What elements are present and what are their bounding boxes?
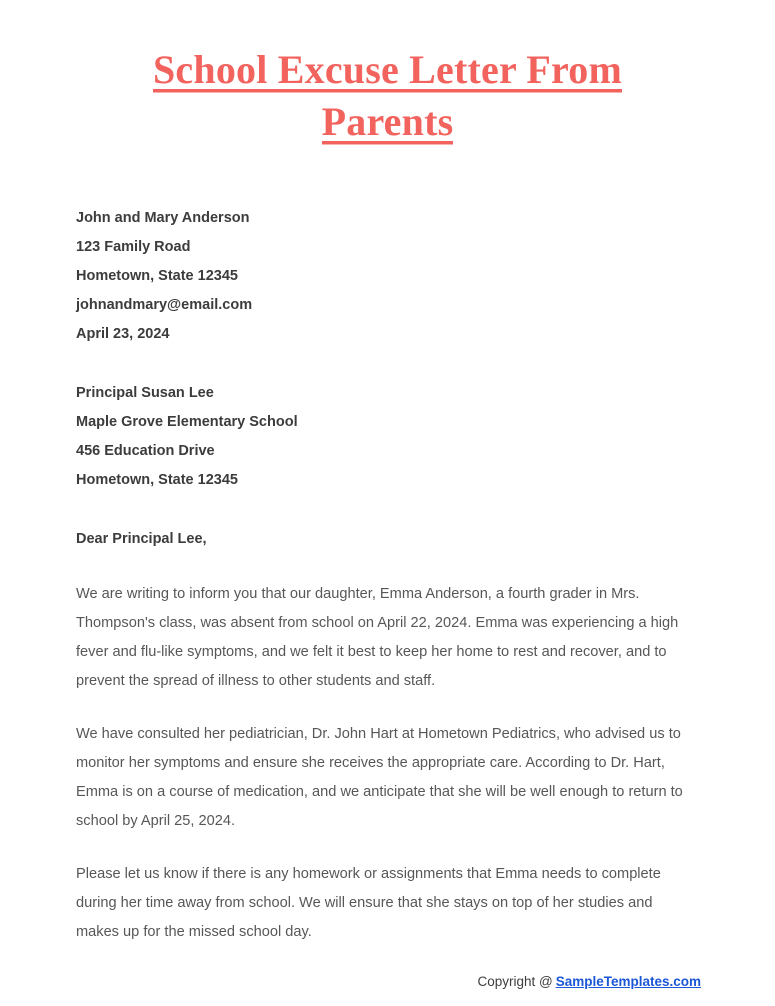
body-paragraph-2: We have consulted her pediatrician, Dr. John Hart at Hometown Pediatrics, who advised us to monitor her symptoms and ensure she receives the appropriate care. According to Dr. Hart, Emma is on a course of medication, and we anticipate that she will be well enough to return to school by April 25, 2024. — [76, 726, 683, 829]
letter-body — [0, 204, 775, 947]
sender-city-state-zip: Hometown, State 12345 — [76, 268, 238, 284]
sender-street: 123 Family Road — [76, 239, 191, 255]
body-paragraph-1: We are writing to inform you that our daughter, Emma Anderson, a fourth grader in Mrs. Thompson's class, was absent from school on April 22, 2024. Emma was experiencing a high fever and flu-like symptoms, and we felt it best to keep her home to rest and recover, and to prevent the spread of illness to other students and staff. — [76, 586, 679, 689]
recipient-street: 456 Education Drive — [76, 443, 215, 459]
sample-templates-link[interactable]: SampleTemplates.com — [555, 974, 701, 989]
page-title-text: School Excuse Letter From Parents — [153, 47, 622, 149]
recipient-address-block — [76, 379, 697, 495]
footer — [0, 972, 775, 992]
sender-address-block — [76, 204, 697, 349]
recipient-name: Principal Susan Lee — [76, 385, 214, 401]
body-paragraph-3: Please let us know if there is any homework or assignments that Emma needs to complete during her time away from school. We will ensure that she stays on top of her studies and makes up for the missed school day. — [76, 866, 661, 940]
salutation: Dear Principal Lee, — [76, 531, 207, 547]
recipient-organization: Maple Grove Elementary School — [76, 414, 298, 430]
page-title — [0, 0, 775, 148]
recipient-city-state-zip: Hometown, State 12345 — [76, 472, 238, 488]
sender-name: John and Mary Anderson — [76, 210, 250, 226]
letter-date: April 23, 2024 — [76, 326, 170, 342]
sender-email: johnandmary@email.com — [76, 297, 253, 313]
copyright-label: Copyright @ — [477, 974, 553, 989]
